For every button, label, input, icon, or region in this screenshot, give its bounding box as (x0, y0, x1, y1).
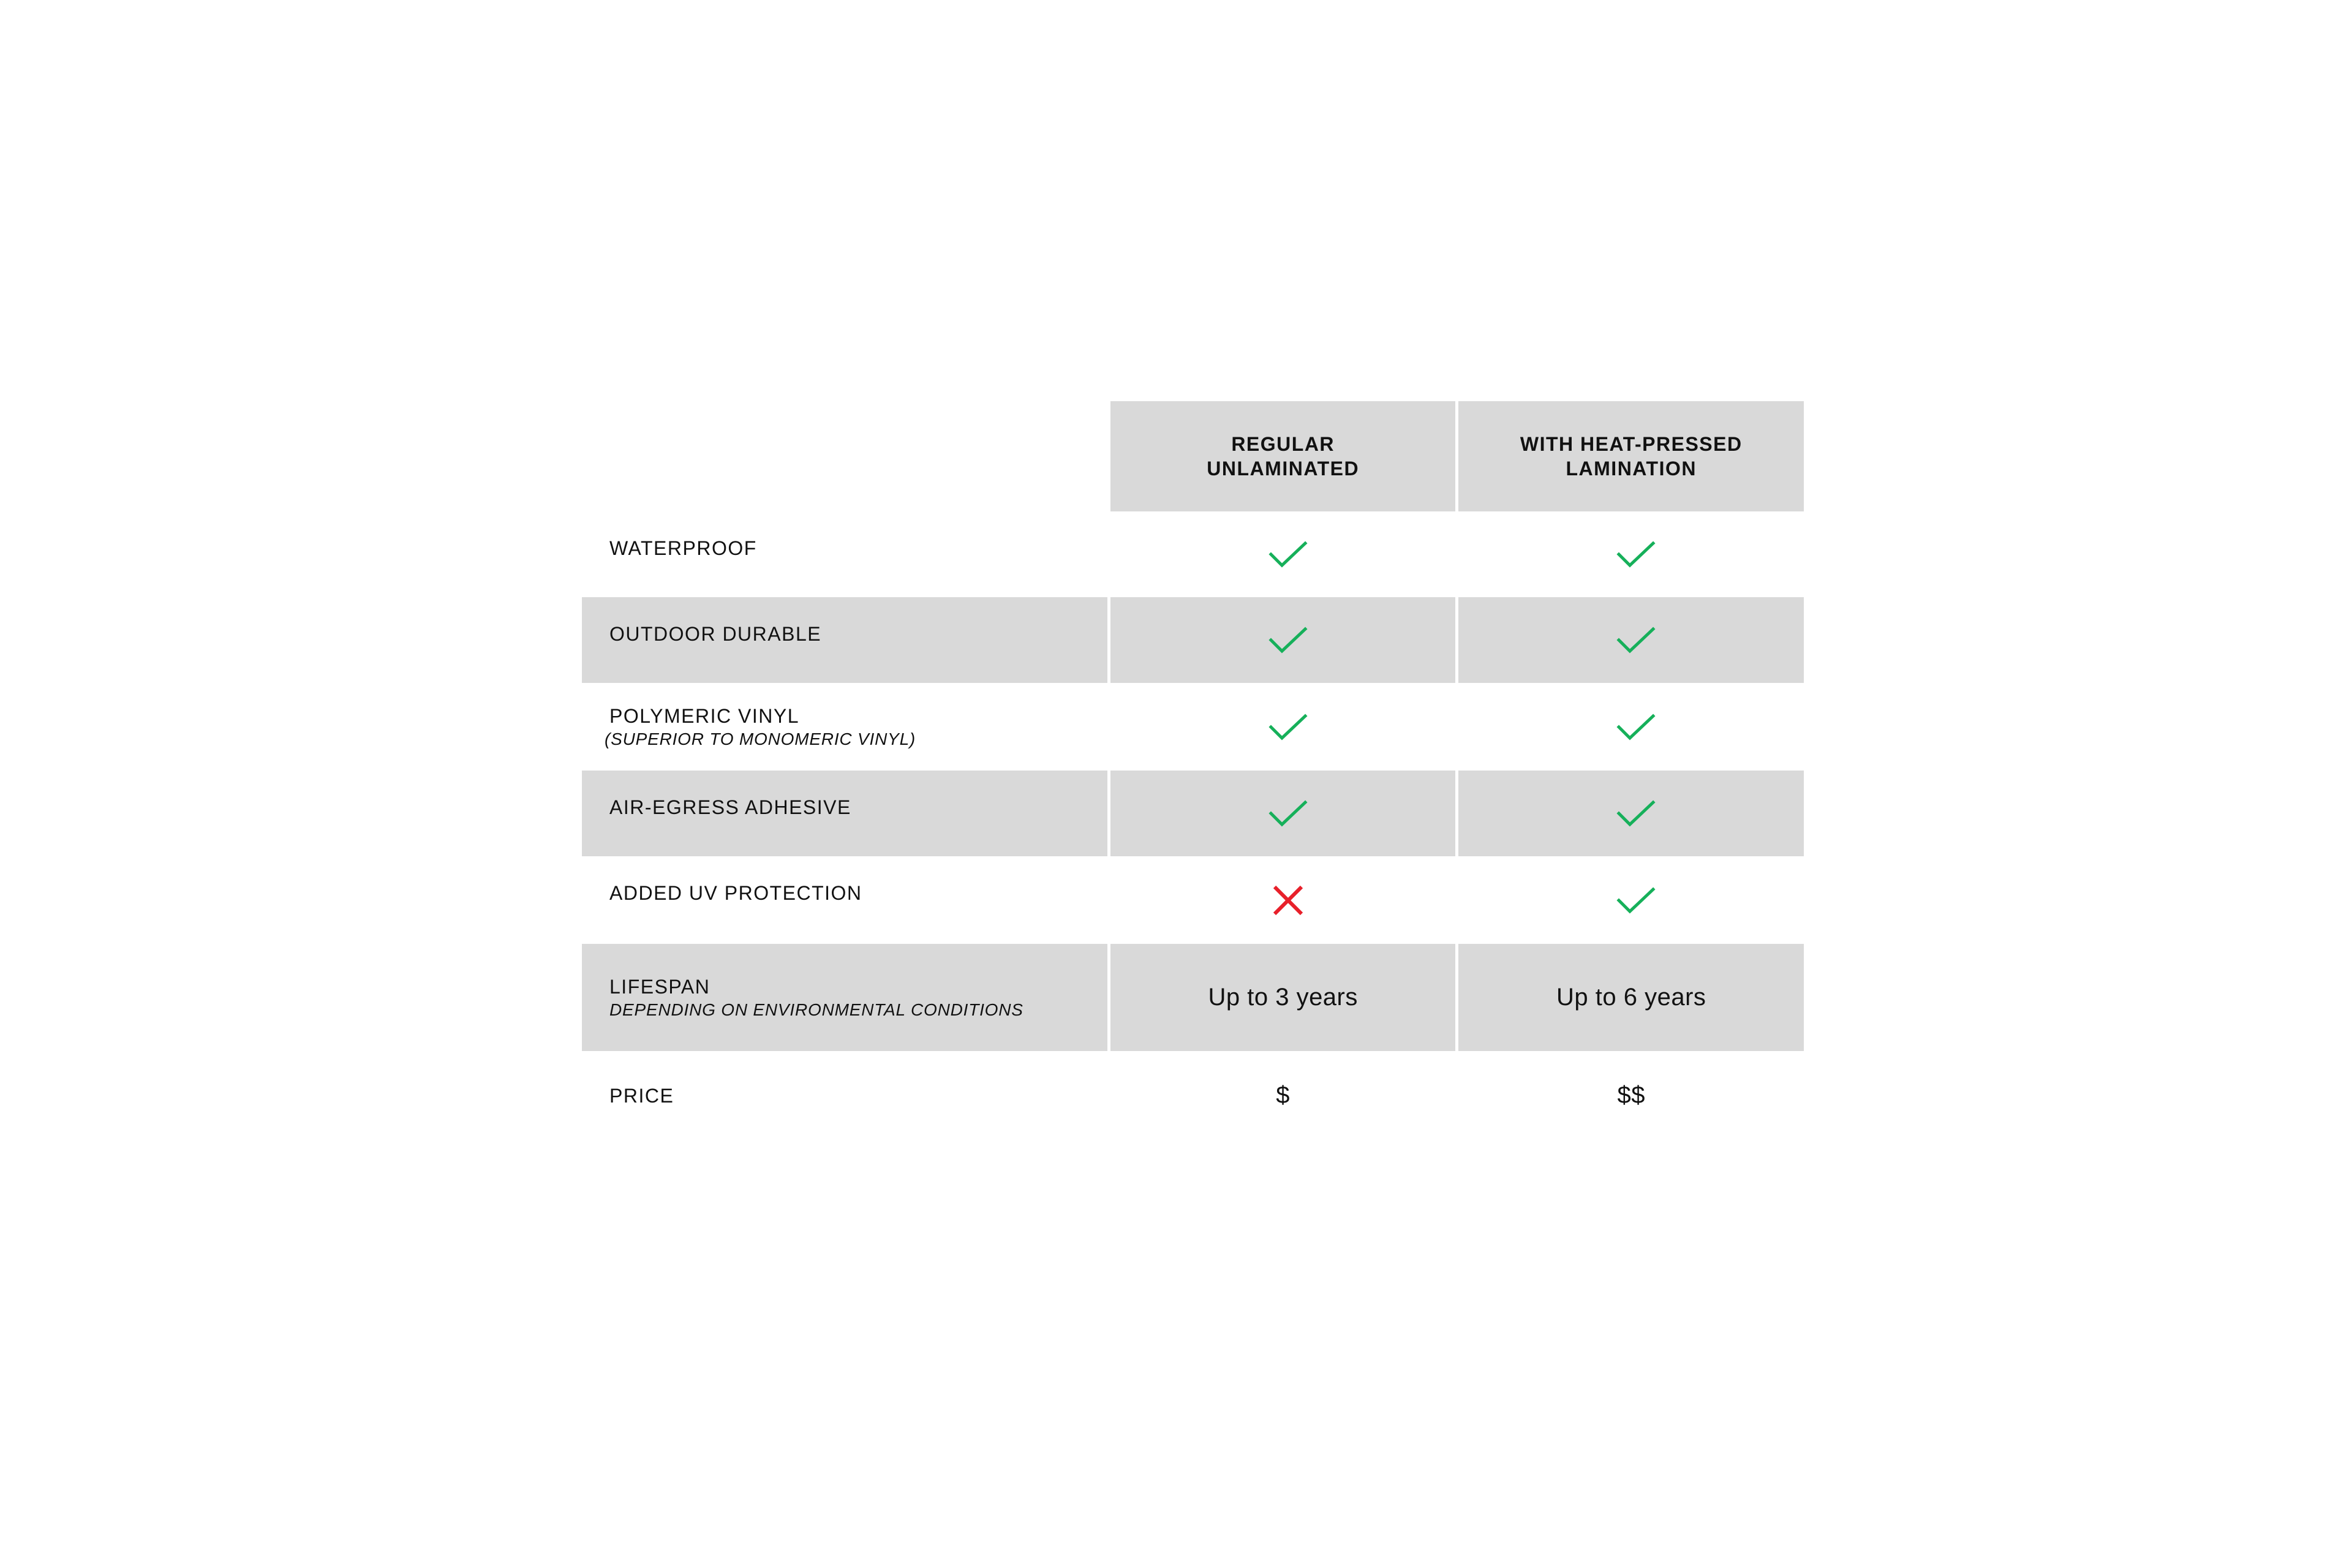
row-label: PRICE (609, 1084, 674, 1107)
lifespan-regular: Up to 3 years (1208, 984, 1358, 1011)
row-sublabel: DEPENDING ON ENVIRONMENTAL CONDITIONS (609, 1000, 1023, 1019)
table-row-polymeric-vinyl (582, 683, 1804, 771)
header-col1-line2: UNLAMINATED (1207, 458, 1360, 480)
row-label: LIFESPAN (609, 975, 710, 998)
row-value-col2 (1458, 944, 1804, 1051)
table-row-air-egress-adhesive (582, 771, 1804, 856)
header-col2-line1: WITH HEAT-PRESSED (1520, 433, 1743, 455)
table-row-waterproof (582, 511, 1804, 597)
row-label-cell (582, 683, 1107, 771)
row-value-col2 (1458, 597, 1804, 683)
table-row-added-uv-protection (582, 856, 1804, 944)
check-icon (1616, 886, 1656, 915)
row-value-col2 (1458, 511, 1804, 597)
row-value-col1 (1110, 944, 1456, 1051)
table-header-row (582, 401, 1804, 511)
header-col1-line1: REGULAR (1231, 433, 1335, 455)
row-value-col1 (1110, 597, 1456, 683)
row-label: ADDED UV PROTECTION (609, 882, 862, 904)
comparison-table (582, 401, 1804, 1140)
check-icon (1616, 712, 1656, 742)
row-value-col1 (1110, 683, 1456, 771)
row-value-col2 (1458, 683, 1804, 771)
check-icon (1268, 625, 1308, 655)
table-row-outdoor-durable (582, 597, 1804, 683)
row-value-col2 (1458, 856, 1804, 944)
price-regular: $ (1276, 1082, 1291, 1109)
price-laminated: $$ (1617, 1082, 1645, 1109)
row-label: WATERPROOF (609, 537, 757, 559)
row-value-col1 (1110, 1051, 1456, 1140)
header-regular-unlaminated (1110, 401, 1456, 511)
check-icon (1268, 799, 1308, 828)
row-value-col1 (1110, 771, 1456, 856)
row-label: POLYMERIC VINYL (609, 704, 799, 727)
row-label: AIR-EGRESS ADHESIVE (609, 796, 851, 818)
check-icon (1616, 540, 1656, 569)
row-value-col1 (1110, 856, 1456, 944)
cross-icon (1271, 883, 1305, 918)
table-row-lifespan (582, 944, 1804, 1051)
row-label-cell (582, 597, 1107, 683)
row-label-cell (582, 856, 1107, 944)
row-sublabel: (SUPERIOR TO MONOMERIC VINYL) (605, 729, 916, 748)
table-row-price (582, 1051, 1804, 1140)
header-empty-cell (582, 401, 1107, 511)
row-label-cell (582, 1051, 1107, 1140)
row-label-cell (582, 771, 1107, 856)
row-value-col2 (1458, 771, 1804, 856)
row-label: OUTDOOR DURABLE (609, 623, 822, 645)
row-value-col2 (1458, 1051, 1804, 1140)
check-icon (1616, 625, 1656, 655)
check-icon (1268, 712, 1308, 742)
row-label-cell (582, 944, 1107, 1051)
header-heat-pressed-lamination (1458, 401, 1804, 511)
check-icon (1616, 799, 1656, 828)
header-col2-line2: LAMINATION (1566, 458, 1697, 480)
row-label-cell (582, 511, 1107, 597)
check-icon (1268, 540, 1308, 569)
lifespan-laminated: Up to 6 years (1556, 984, 1706, 1011)
row-value-col1 (1110, 511, 1456, 597)
